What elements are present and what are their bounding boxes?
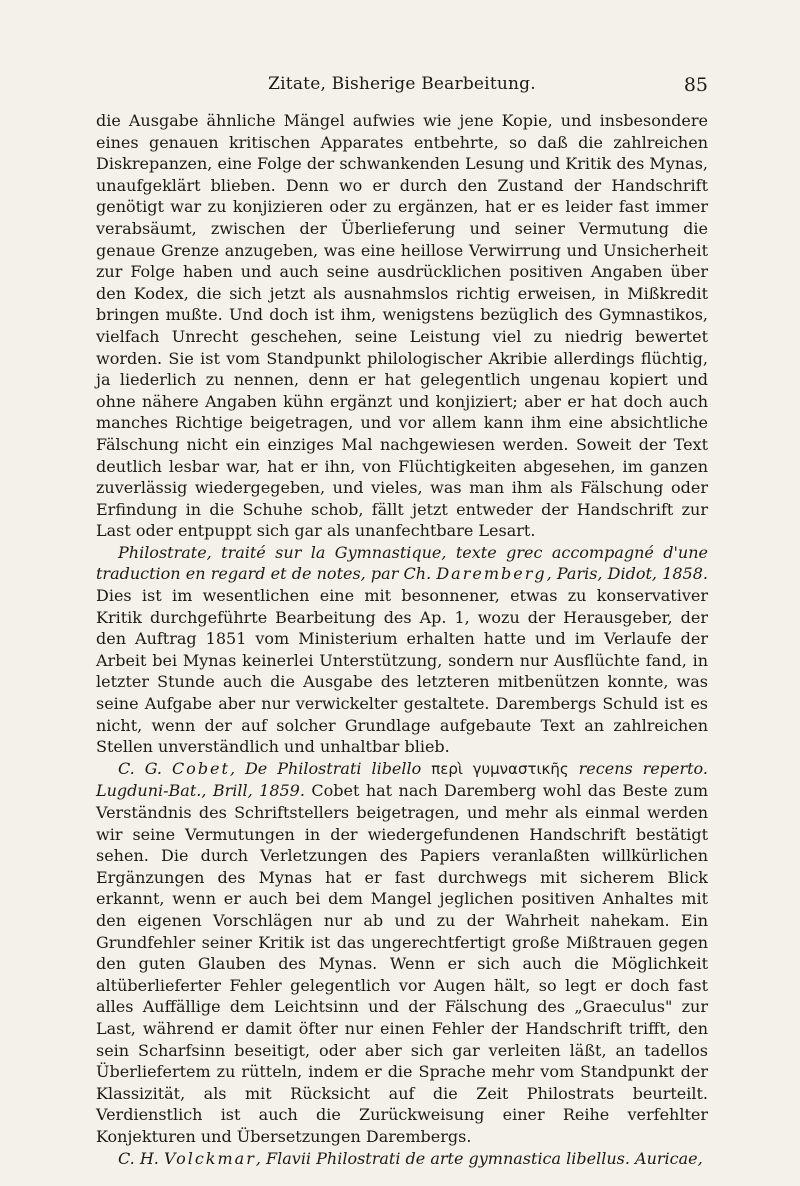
page-number: 85 bbox=[683, 74, 708, 96]
paragraph-text: die Ausgabe ähnliche Mängel aufwies wie jene Kopie, und insbesondere eines genauen kritischen Apparates entbehrte, so daß die zahlreichen Diskrepanzen, eine Folge der schwankenden Lesung und Kritik des Mynas, unaufgeklärt blieben. Denn wo er durch den Zustand der Handschrift genötigt war zu konjizieren oder zu ergänzen, hat er es leider fast immer verabsäumt, zwischen der Überlieferung und seiner Vermutung die genaue Grenze anzugeben, was eine heillose Verwirrung und Unsicherheit zur Folge haben und auch seine ausdrücklichen positiven Angaben über den Kodex, die sich jetzt als ausnahmslos richtig erweisen, in Mißkredit bringen mußte. Und doch ist ihm, wenigstens bezüglich des Gymnastikos, vielfach Unrecht geschehen, seine Leistung viel zu niedrig bewertet worden. Sie ist vom Standpunkt philologischer Akribie allerdings flüchtig, ja liederlich zu nennen, denn er hat gelegentlich ungenau kopiert und ohne nähere Angaben kühn ergänzt und konjiziert; aber er hat doch auch manches Richtige beigetragen, und vor allem kann ihm eine absichtliche Fälschung nicht ein einziges Mal nachgewiesen werden. Soweit der Text deutlich lesbar war, hat er ihn, von Flüchtigkeiten abgesehen, im ganzen zuverlässig wiedergegeben, und vieles, was man ihm als Fälschung oder Erfindung in die Schuhe schob, fällt jetzt entweder der Handschrift zur Last oder entpuppt sich gar als unanfechtbare Lesart. bbox=[96, 111, 708, 541]
page-header bbox=[96, 74, 708, 100]
body-text bbox=[96, 110, 708, 1169]
citation-title: Philostrate, traité sur la Gymnastique, texte grec accompagné d'une traduction en regard et de notes, par Ch. bbox=[96, 542, 708, 584]
citation-initials: C. H. bbox=[118, 1148, 159, 1168]
citation-author: Daremberg bbox=[436, 564, 547, 584]
paragraph-mynas-critique bbox=[96, 110, 708, 542]
running-title: Zitate, Bisherige Bearbeitung. bbox=[268, 74, 536, 94]
paragraph-daremberg bbox=[96, 542, 708, 758]
citation-imprint: , Paris, Didot, 1858. bbox=[546, 564, 708, 584]
citation-imprint: recens reperto. Lugduni-Bat., Brill, 1859. bbox=[96, 758, 708, 801]
citation-greek-title: περὶ γυμναστικῆς bbox=[431, 759, 569, 778]
paragraph-cobet bbox=[96, 758, 708, 1148]
citation-author: Volckmar bbox=[163, 1148, 256, 1168]
paragraph-text: Cobet hat nach Daremberg wohl das Beste zum Verständnis des Schriftstellers beigetragen, und mehr als einmal werden wir seine Vermutungen in der wiedergefundenen Handschrift bestätigt sehen. Die durch Verletzungen des Papiers veranlaßten willkürlichen Ergänzungen des Mynas hat er fast durchwegs mit sicherem Blick erkannt, wenn er auch bei dem Mangel jeglichen positiven Anhaltes mit den eigenen Vorschlägen nur ab und zu der Wahrheit nahekam. Ein Grundfehler seiner Kritik ist das ungerechtfertigt große Mißtrauen gegen den guten Glauben des Mynas. Wenn er sich auch die Möglichkeit altüberlieferter Fehler gelegentlich vor Augen hält, so legt er doch fast alles Auffällige dem Leichtsinn und der Fälschung des „Graeculus" zur Last, während er damit öfter nur einen Fehler der Handschrift trifft, den sein Scharfsinn beseitigt, oder aber sich gar verleiten läßt, an tadellos Überliefertem zu rütteln, indem er die Sprache mehr vom Standpunkt der Klassizität, als mit Rücksicht auf die Zeit Philostrats beurteilt. Verdienstlich ist auch die Zurückweisung einer Reihe verfehlter Konjekturen und Übersetzungen Darembergs. bbox=[96, 781, 709, 1146]
citation-initials: C. G. bbox=[118, 758, 162, 778]
paragraph-volckmar bbox=[96, 1148, 708, 1170]
citation-title: , De Philostrati libello bbox=[229, 758, 422, 778]
citation-author: Cobet bbox=[171, 758, 230, 778]
citation-title: , Flavii Philostrati de arte gymnastica libellus. Auricae, bbox=[255, 1148, 703, 1168]
paragraph-text: Dies ist im wesentlichen eine mit besonnener, etwas zu konservativer Kritik durchgeführte Bearbeitung des Ap. 1, wozu der Herausgeber, der den Auftrag 1851 vom Ministerium erhalten hatte und im Verlaufe der Arbeit bei Mynas keinerlei Unterstützung, sondern nur Ausflüchte fand, in letzter Stunde auch die Ausgabe des letzteren mitbenützen konnte, was seine Aufgabe aber nur verwickelter gestaltete. Darembergs Schuld ist es nicht, wenn der auf solcher Grundlage aufgebaute Text an zahlreichen Stellen unverständlich und unhaltbar blieb. bbox=[96, 586, 708, 757]
